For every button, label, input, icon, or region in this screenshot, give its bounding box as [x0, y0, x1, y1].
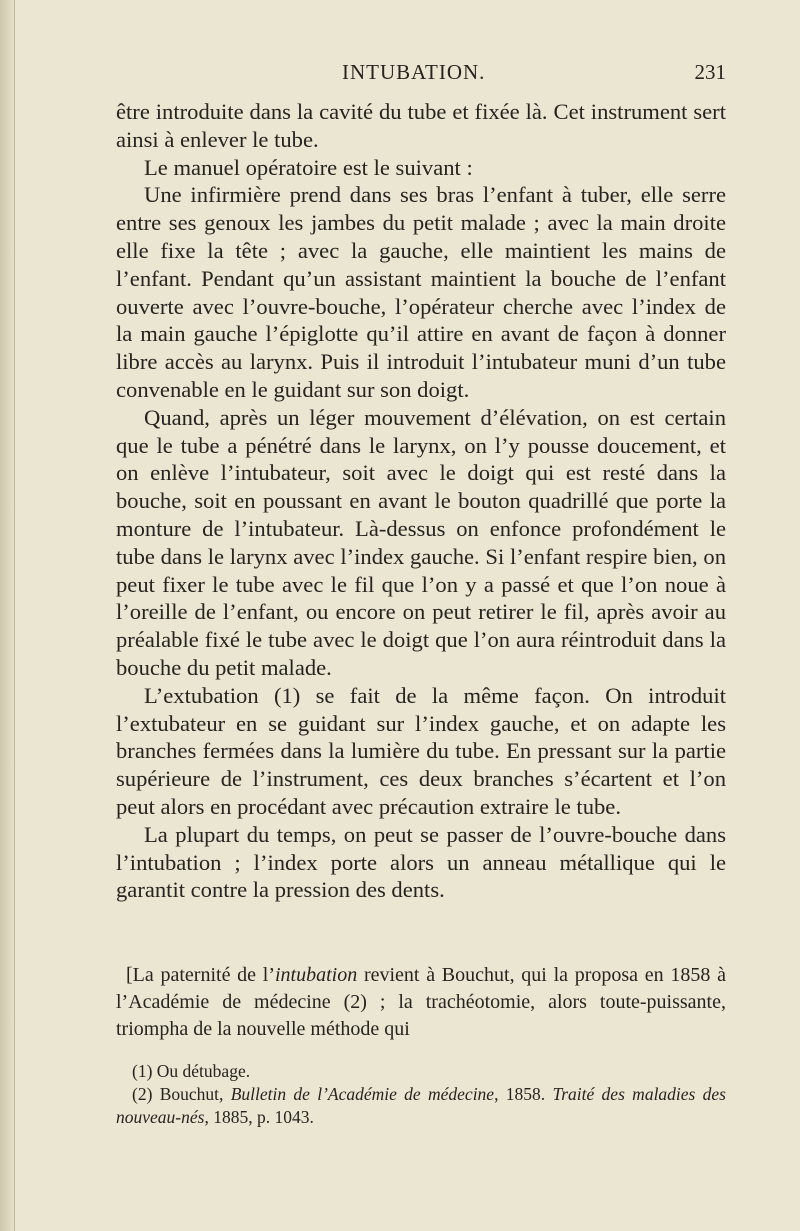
running-head — [116, 60, 726, 90]
footnote-2-traite-title: Traité des maladies des nouveau-nés — [116, 1084, 726, 1127]
footnote-2-lead: (2) Bouchut, — [132, 1084, 231, 1104]
historical-note-italic: intubation — [274, 964, 358, 986]
paragraph-quand: Quand, après un léger mouvement d’élévation, on est certain que le tube a pénétré dans le larynx, on l’y pousse doucement, et on enlève l’intubateur, soit avec le doigt qui est resté dans la bouche, soit en poussant en avant le bouton quadrillé que porte la monture de l’intubateur. Là-dessus on enfonce profondément le tube dans le larynx avec l’index gauche. Si l’enfant respire bien, on peut fixer le tube avec le fil que l’on y a passé et que l’on noue à l’oreille de l’enfant, ou encore on peut retirer le fil, après avoir au préalable fixé le tube avec le doigt que l’on aura réintroduit dans la bouche du petit malade. — [116, 404, 726, 680]
historical-note-rest: revient à Bouchut, qui la proposa en 1858 à l’Académie de médecine (2) ; la trachéotomie, alors toute-puissante, triompha de la nouvelle méthode qui — [116, 964, 726, 1040]
historical-note — [116, 962, 726, 1043]
footnote-2-bulletin-title: Bulletin de l’Académie de médecine — [230, 1084, 495, 1104]
footnote-1: (1) Ou détubage. — [132, 1061, 251, 1081]
paragraph-plupart: La plupart du temps, on peut se passer de l’ouvre-bouche dans l’intubation ; l’index porte alors un anneau métallique qui le garantit contre la pression des dents. — [116, 821, 726, 903]
footnote-2 — [116, 1083, 726, 1129]
footnote-2-end: , 1885, p. 1043. — [204, 1107, 314, 1127]
paragraph-infirmiere: Une infirmière prend dans ses bras l’enfant à tuber, elle serre entre ses genoux les jambes du petit malade ; avec la main droite elle fixe la tête ; avec la gauche, elle maintient les mains de l’enfant. Pendant qu’un assistant maintient la bouche de l’enfant ouverte avec l’ouvre-bouche, l’opérateur cherche avec l’index de la main gauche l’épiglotte qu’il attire en avant de façon à donner libre accès au larynx. Puis il introduit l’intubateur muni d’un tube convenable en le guidant sur son doigt. — [116, 182, 726, 402]
running-title: INTUBATION. — [342, 60, 486, 84]
footnote-2-mid: , 1858. — [494, 1084, 553, 1104]
footnotes — [116, 1060, 726, 1129]
historical-note-lead: [La paternité de l’ — [126, 964, 275, 986]
paragraph-manuel: Le manuel opératoire est le suivant : — [144, 154, 473, 180]
page-number: 231 — [694, 60, 726, 84]
paragraph-extubation: L’extubation (1) se fait de la même façon. On introduit l’extubateur en se guidant sur l’index gauche, et on adapte les branches fermées dans la lumière du tube. En pressant sur la partie supérieure de l’instrument, ces deux branches s’écartent et l’on peut alors en procédant avec précaution extraire le tube. — [116, 682, 726, 819]
page-binding-edge — [0, 0, 15, 1231]
paragraph-continuation: être introduite dans la cavité du tube et fixée là. Cet instrument sert ainsi à enlever le tube. — [116, 99, 726, 152]
body-text — [116, 98, 726, 904]
